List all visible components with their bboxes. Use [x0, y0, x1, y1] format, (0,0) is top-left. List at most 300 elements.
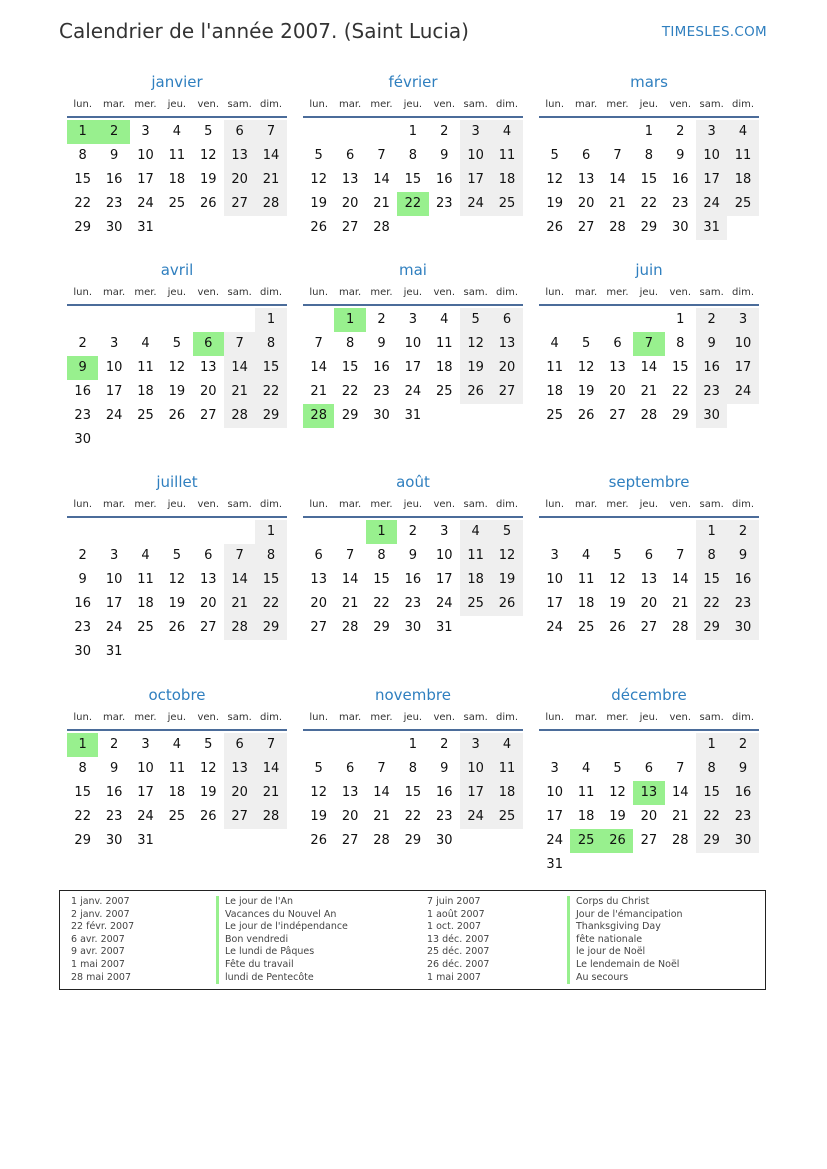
weekday-label: mar. — [338, 712, 362, 723]
weekday-label: mar. — [338, 499, 362, 510]
holiday-day-cell: 1 — [334, 308, 365, 332]
month-calendar — [539, 685, 759, 877]
day-cell: 24 — [546, 620, 563, 635]
day-cell: 21 — [341, 596, 359, 611]
month-name: octobre — [148, 686, 206, 704]
empty-day-cell — [303, 733, 334, 757]
weekday-label: dim. — [732, 287, 755, 298]
empty-day-cell — [665, 520, 696, 544]
day-cell: 2 — [727, 733, 758, 757]
legend-date: 22 févr. 2007 — [71, 921, 135, 933]
day-cell: 8 — [255, 544, 286, 568]
day-cell: 14 — [671, 785, 689, 800]
day-cell: 7 — [676, 548, 685, 563]
day-cell: 14 — [224, 356, 255, 380]
day-cell: 8 — [408, 148, 417, 163]
day-cell: 23 — [105, 196, 123, 211]
day-cell: 14 — [255, 757, 286, 781]
day-cell: 7 — [224, 544, 255, 568]
weekday-label: sam. — [463, 712, 488, 723]
day-cell: 22 — [640, 196, 658, 211]
weekday-label: lun. — [73, 712, 93, 723]
day-cell: 15 — [671, 360, 689, 375]
day-cell: 8 — [78, 761, 87, 776]
weekday-label: mer. — [134, 499, 157, 510]
day-cell: 15 — [404, 785, 422, 800]
day-cell: 24 — [460, 805, 491, 829]
empty-day-cell — [334, 733, 365, 757]
weekday-label: mar. — [574, 499, 598, 510]
day-cell: 20 — [577, 196, 595, 211]
day-cell: 12 — [168, 360, 186, 375]
day-cell: 29 — [341, 408, 359, 423]
day-cell: 14 — [224, 568, 255, 592]
empty-day-cell — [633, 733, 664, 757]
month-calendar — [303, 685, 523, 853]
day-cell: 12 — [310, 172, 327, 187]
day-cell: 27 — [609, 408, 626, 423]
empty-day-cell — [67, 308, 98, 332]
day-cell: 2 — [676, 124, 685, 139]
weekday-header — [67, 498, 287, 518]
empty-day-cell — [366, 120, 397, 144]
day-cell: 31 — [105, 644, 123, 659]
day-cell: 7 — [613, 148, 622, 163]
day-cell: 21 — [373, 809, 390, 824]
weekday-label: mer. — [134, 712, 157, 723]
day-cell: 1 — [255, 520, 286, 544]
holiday-day-cell: 9 — [67, 356, 98, 380]
day-cell: 20 — [341, 196, 359, 211]
day-grid — [67, 306, 287, 452]
day-cell: 15 — [255, 356, 286, 380]
month-calendar — [303, 72, 523, 240]
month-calendar — [67, 685, 287, 853]
day-cell: 6 — [644, 761, 653, 776]
day-cell: 20 — [224, 168, 255, 192]
weekday-header — [303, 98, 523, 118]
day-cell: 8 — [644, 148, 653, 163]
weekday-label: sam. — [699, 712, 724, 723]
day-cell: 2 — [78, 548, 87, 563]
weekday-header — [539, 498, 759, 518]
day-cell: 4 — [460, 520, 491, 544]
day-cell: 9 — [440, 148, 449, 163]
weekday-label: lun. — [73, 499, 93, 510]
empty-day-cell — [98, 308, 129, 332]
weekday-label: dim. — [260, 287, 283, 298]
legend-holiday-name: fête nationale — [567, 934, 683, 947]
legend-date: 1 mai 2007 — [71, 958, 125, 970]
day-cell: 11 — [168, 761, 186, 776]
day-cell: 11 — [435, 336, 453, 351]
day-cell: 10 — [727, 332, 758, 356]
day-cell: 13 — [310, 572, 327, 587]
legend-date: 9 avr. 2007 — [71, 946, 125, 958]
day-cell: 22 — [671, 384, 689, 399]
day-cell: 13 — [491, 332, 522, 356]
day-cell: 7 — [255, 120, 286, 144]
weekday-label: mar. — [338, 99, 362, 110]
day-cell: 15 — [373, 572, 390, 587]
day-cell: 10 — [546, 572, 563, 587]
day-cell: 30 — [696, 404, 727, 428]
day-cell: 17 — [727, 356, 758, 380]
holiday-day-cell: 28 — [303, 404, 334, 428]
legend-date: 2 janv. 2007 — [71, 908, 130, 920]
day-cell: 6 — [644, 548, 653, 563]
day-cell: 22 — [341, 384, 359, 399]
day-cell: 31 — [546, 857, 563, 872]
month-name: juin — [635, 261, 663, 279]
day-cell: 18 — [491, 781, 522, 805]
day-cell: 12 — [491, 544, 522, 568]
day-cell: 29 — [74, 220, 91, 235]
day-grid — [67, 518, 287, 664]
day-cell: 29 — [255, 404, 286, 428]
day-cell: 19 — [168, 384, 186, 399]
day-cell: 18 — [460, 568, 491, 592]
day-cell: 23 — [696, 380, 727, 404]
day-cell: 27 — [341, 220, 359, 235]
weekday-label: lun. — [73, 287, 93, 298]
day-cell: 23 — [105, 809, 123, 824]
weekday-label: mar. — [102, 712, 126, 723]
day-cell: 31 — [404, 408, 422, 423]
day-cell: 9 — [727, 544, 758, 568]
day-cell: 5 — [204, 737, 213, 752]
weekday-header — [539, 286, 759, 306]
day-cell: 14 — [640, 360, 658, 375]
empty-day-cell — [602, 308, 633, 332]
day-cell: 16 — [74, 384, 91, 399]
day-cell: 28 — [341, 620, 359, 635]
day-cell: 19 — [577, 384, 595, 399]
day-cell: 16 — [727, 568, 758, 592]
day-cell: 9 — [109, 148, 119, 163]
day-cell: 9 — [78, 572, 87, 587]
day-cell: 24 — [546, 833, 563, 848]
weekday-label: lun. — [309, 499, 329, 510]
day-cell: 25 — [491, 805, 522, 829]
weekday-label: mer. — [606, 499, 629, 510]
day-cell: 21 — [640, 384, 658, 399]
day-grid — [67, 118, 287, 240]
empty-day-cell — [665, 733, 696, 757]
day-cell: 14 — [373, 785, 390, 800]
empty-day-cell — [539, 733, 570, 757]
day-cell: 2 — [440, 124, 449, 139]
day-cell: 18 — [727, 168, 758, 192]
day-cell: 30 — [727, 616, 758, 640]
day-cell: 6 — [345, 148, 355, 163]
day-cell: 17 — [460, 781, 491, 805]
day-cell: 8 — [696, 544, 727, 568]
day-cell: 21 — [671, 596, 689, 611]
weekday-header — [539, 98, 759, 118]
day-cell: 13 — [640, 572, 658, 587]
day-cell: 19 — [609, 596, 626, 611]
legend-date: 7 juin 2007 — [427, 896, 481, 907]
site-link[interactable]: TIMESLES.COM — [661, 24, 767, 40]
weekday-label: mar. — [102, 499, 126, 510]
day-cell: 26 — [491, 592, 522, 616]
day-cell: 29 — [696, 829, 727, 853]
day-cell: 27 — [491, 380, 522, 404]
weekday-header — [539, 711, 759, 731]
weekday-label: lun. — [545, 99, 565, 110]
month-name: mai — [399, 261, 427, 279]
day-cell: 6 — [613, 336, 622, 351]
day-cell: 18 — [491, 168, 522, 192]
legend-date: 26 déc. 2007 — [427, 958, 490, 970]
day-cell: 11 — [577, 785, 595, 800]
day-cell: 10 — [105, 572, 123, 587]
day-grid — [303, 306, 523, 428]
day-cell: 16 — [373, 360, 390, 375]
day-cell: 26 — [199, 196, 217, 211]
weekday-label: sam. — [463, 99, 488, 110]
weekday-label: ven. — [433, 287, 456, 298]
day-cell: 8 — [696, 757, 727, 781]
day-cell: 30 — [404, 620, 422, 635]
day-cell: 22 — [404, 809, 422, 824]
weekday-label: sam. — [227, 712, 252, 723]
day-cell: 18 — [577, 809, 595, 824]
day-cell: 7 — [377, 761, 386, 776]
weekday-label: mer. — [370, 712, 393, 723]
weekday-label: ven. — [197, 99, 220, 110]
day-cell: 24 — [137, 196, 154, 211]
weekday-label: mer. — [606, 99, 629, 110]
month-name: septembre — [608, 473, 690, 491]
day-cell: 20 — [609, 384, 626, 399]
day-cell: 31 — [696, 216, 727, 240]
weekday-label: mar. — [102, 99, 126, 110]
empty-day-cell — [161, 308, 192, 332]
day-cell: 27 — [199, 620, 217, 635]
day-cell: 25 — [577, 620, 595, 635]
weekday-label: dim. — [260, 499, 283, 510]
weekday-label: mer. — [134, 99, 157, 110]
holiday-legend — [59, 890, 766, 990]
weekday-label: jeu. — [167, 287, 187, 298]
weekday-header — [303, 286, 523, 306]
day-cell: 3 — [109, 336, 119, 351]
day-cell: 11 — [137, 572, 154, 587]
weekday-label: jeu. — [167, 99, 187, 110]
day-cell: 18 — [577, 596, 595, 611]
weekday-label: ven. — [669, 712, 692, 723]
day-cell: 7 — [345, 548, 355, 563]
empty-day-cell — [161, 520, 192, 544]
day-cell: 7 — [224, 332, 255, 356]
day-cell: 21 — [310, 384, 327, 399]
day-cell: 1 — [408, 737, 417, 752]
day-cell: 3 — [141, 124, 150, 139]
day-cell: 12 — [199, 148, 217, 163]
weekday-header — [303, 711, 523, 731]
day-cell: 18 — [435, 360, 453, 375]
weekday-label: jeu. — [167, 499, 187, 510]
legend-dates-left — [71, 896, 134, 984]
day-cell: 27 — [640, 620, 658, 635]
day-cell: 7 — [314, 336, 323, 351]
day-cell: 20 — [199, 596, 217, 611]
day-cell: 26 — [310, 833, 327, 848]
day-cell: 16 — [105, 172, 123, 187]
day-cell: 21 — [609, 196, 626, 211]
day-cell: 4 — [581, 548, 591, 563]
day-cell: 4 — [491, 733, 522, 757]
day-cell: 25 — [546, 408, 563, 423]
day-cell: 25 — [137, 408, 154, 423]
weekday-label: lun. — [545, 499, 565, 510]
empty-day-cell — [570, 308, 601, 332]
weekday-label: mer. — [370, 99, 393, 110]
day-cell: 23 — [727, 805, 758, 829]
weekday-label: mar. — [574, 287, 598, 298]
day-cell: 20 — [224, 781, 255, 805]
day-cell: 3 — [550, 761, 559, 776]
weekday-label: dim. — [496, 712, 519, 723]
day-grid — [303, 518, 523, 640]
weekday-header — [303, 498, 523, 518]
day-cell: 30 — [105, 833, 123, 848]
day-cell: 16 — [727, 781, 758, 805]
weekday-label: jeu. — [403, 712, 423, 723]
day-cell: 30 — [671, 220, 689, 235]
weekday-label: mer. — [134, 287, 157, 298]
month-calendar — [67, 72, 287, 240]
day-cell: 4 — [440, 312, 449, 327]
empty-day-cell — [539, 308, 570, 332]
day-grid — [539, 731, 759, 877]
day-cell: 24 — [105, 408, 123, 423]
weekday-label: ven. — [433, 99, 456, 110]
day-cell: 29 — [640, 220, 658, 235]
day-cell: 15 — [341, 360, 359, 375]
day-cell: 24 — [727, 380, 758, 404]
day-cell: 19 — [199, 785, 217, 800]
day-cell: 21 — [373, 196, 390, 211]
day-cell: 28 — [224, 404, 255, 428]
day-cell: 5 — [172, 548, 181, 563]
weekday-label: sam. — [227, 287, 252, 298]
day-cell: 19 — [199, 172, 217, 187]
day-cell: 9 — [109, 761, 119, 776]
day-cell: 1 — [676, 312, 685, 327]
day-cell: 11 — [491, 144, 522, 168]
day-cell: 12 — [168, 572, 186, 587]
legend-date: 25 déc. 2007 — [427, 946, 490, 958]
legend-holiday-name: Corps du Christ — [567, 896, 683, 909]
day-cell: 17 — [435, 572, 453, 587]
weekday-label: dim. — [732, 99, 755, 110]
day-cell: 15 — [74, 172, 91, 187]
holiday-day-cell: 1 — [67, 120, 98, 144]
legend-holiday-name: Jour de l'émancipation — [567, 909, 683, 922]
legend-date: 1 oct. 2007 — [427, 921, 482, 933]
day-grid — [303, 118, 523, 240]
day-cell: 10 — [404, 336, 422, 351]
weekday-label: dim. — [260, 99, 283, 110]
day-cell: 8 — [255, 332, 286, 356]
day-cell: 16 — [435, 785, 453, 800]
month-calendar — [67, 472, 287, 664]
day-cell: 23 — [373, 384, 390, 399]
empty-day-cell — [130, 308, 161, 332]
day-cell: 17 — [105, 596, 123, 611]
day-cell: 8 — [408, 761, 417, 776]
weekday-label: jeu. — [167, 712, 187, 723]
empty-day-cell — [570, 520, 601, 544]
month-name: décembre — [611, 686, 687, 704]
weekday-label: lun. — [309, 712, 329, 723]
empty-day-cell — [303, 520, 334, 544]
day-cell: 2 — [377, 312, 386, 327]
legend-holiday-name: le jour de Noël — [567, 946, 683, 959]
month-name: avril — [160, 261, 194, 279]
empty-day-cell — [224, 520, 255, 544]
weekday-label: ven. — [197, 712, 220, 723]
legend-date: 28 mai 2007 — [71, 971, 132, 983]
day-cell: 15 — [696, 781, 727, 805]
day-cell: 28 — [255, 805, 286, 829]
day-cell: 25 — [435, 384, 453, 399]
weekday-label: mer. — [606, 712, 629, 723]
empty-day-cell — [193, 520, 224, 544]
day-cell: 30 — [105, 220, 123, 235]
weekday-label: ven. — [433, 499, 456, 510]
day-cell: 21 — [671, 809, 689, 824]
legend-dates-right — [427, 896, 489, 984]
day-cell: 22 — [255, 592, 286, 616]
legend-holiday-name: Thanksgiving Day — [567, 921, 683, 934]
legend-holiday-name: Le jour de l'indépendance — [216, 921, 348, 934]
empty-day-cell — [193, 308, 224, 332]
day-cell: 16 — [105, 785, 123, 800]
day-cell: 27 — [341, 833, 359, 848]
day-cell: 19 — [609, 809, 626, 824]
day-cell: 10 — [105, 360, 123, 375]
day-cell: 11 — [727, 144, 758, 168]
weekday-header — [67, 711, 287, 731]
day-cell: 3 — [440, 524, 449, 539]
day-cell: 4 — [581, 761, 591, 776]
day-cell: 14 — [255, 144, 286, 168]
day-cell: 24 — [404, 384, 422, 399]
day-cell: 5 — [314, 761, 323, 776]
day-cell: 13 — [341, 785, 359, 800]
day-cell: 26 — [199, 809, 217, 824]
holiday-day-cell: 7 — [633, 332, 664, 356]
empty-day-cell — [602, 520, 633, 544]
day-cell: 26 — [310, 220, 327, 235]
legend-date: 13 déc. 2007 — [427, 933, 490, 945]
day-cell: 11 — [168, 148, 186, 163]
day-cell: 27 — [224, 805, 255, 829]
day-cell: 5 — [460, 308, 491, 332]
day-cell: 4 — [727, 120, 758, 144]
day-cell: 14 — [671, 572, 689, 587]
weekday-label: mer. — [370, 499, 393, 510]
day-cell: 10 — [546, 785, 563, 800]
legend-date: 1 août 2007 — [427, 908, 485, 920]
weekday-label: mer. — [606, 287, 629, 298]
day-cell: 27 — [224, 192, 255, 216]
day-cell: 30 — [435, 833, 453, 848]
